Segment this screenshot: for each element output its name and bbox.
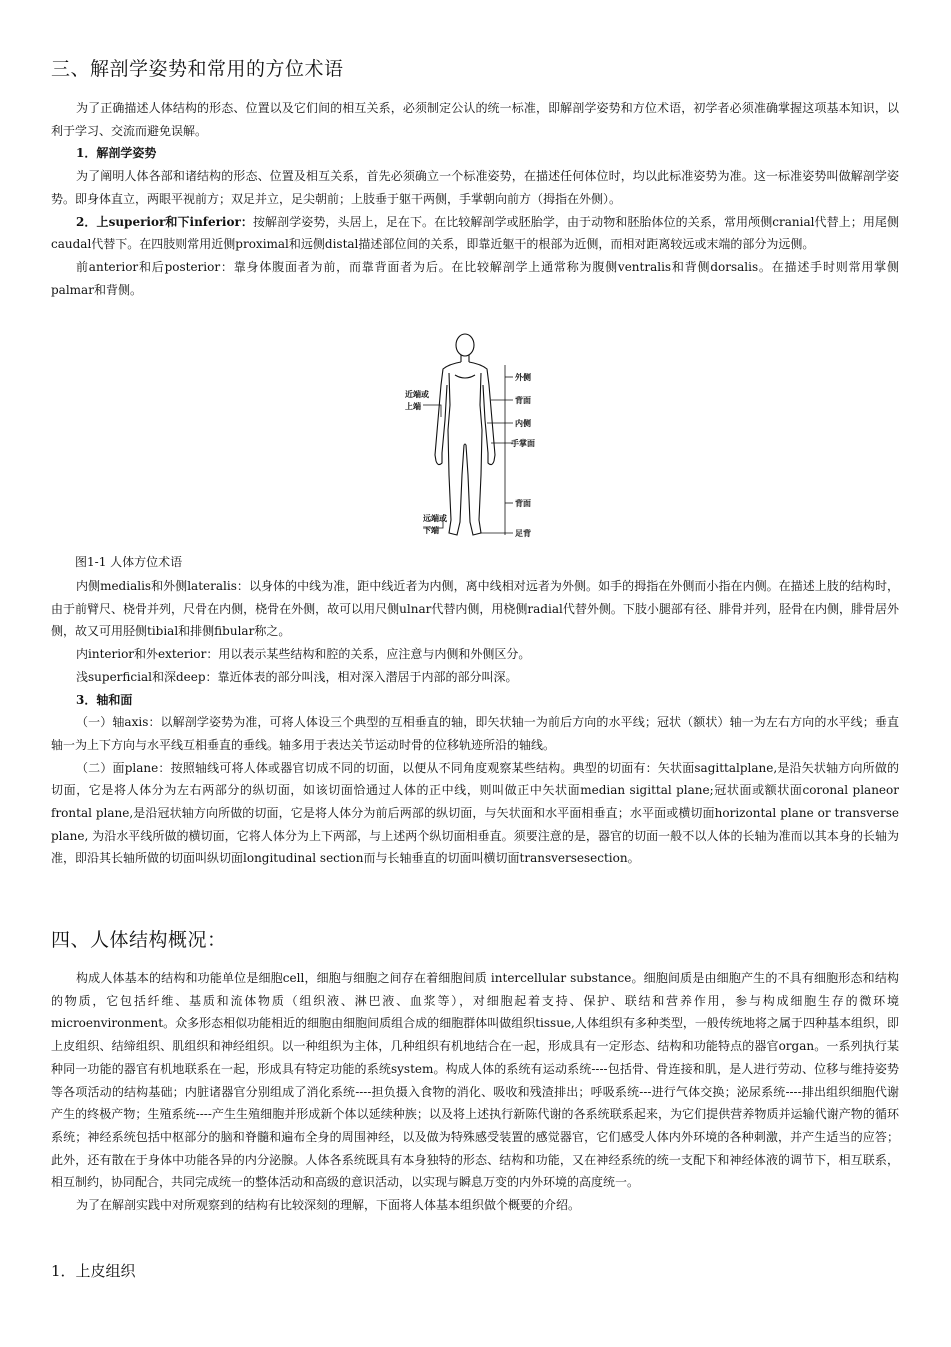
label-distal-2: 下端 — [423, 526, 439, 535]
figure-leader-lines — [423, 365, 513, 535]
human-body-outline — [435, 334, 495, 535]
label-back: 背面 — [515, 396, 531, 405]
body-orientation-figure — [405, 325, 547, 547]
anatomical-position-paragraph: 为了阐明人体各部和诸结构的形态、位置及相互关系，首先必须确立一个标准姿势，在描述任何体位时，均以此标准姿势为准。这一标准姿势叫做解剖学姿势。即身体直立，两眼平视前方；双足并立，足尖朝前；上肢垂于躯干两侧，手掌朝向前方（拇指在外侧）。 — [51, 169, 899, 206]
section-3-body-bottom — [51, 575, 899, 870]
section-3-heading: 三、解剖学姿势和常用的方位术语 — [51, 58, 344, 80]
plane-paragraph: （二）面plane：按照轴线可将人体或器官切成不同的切面，以便从不同角度观察某些结构。典型的切面有：矢状面sagittalplane,是沿矢状轴方向所做的切面，它是将人体分为左右两部分的纵切面，如该切面恰通过人体的正中线，则叫做正中矢状面median sigittal plane;冠状面或额状面coronal planeor frontal plane,是沿冠状轴方向所做的切面，它是将人体分为前后两部的纵切面，与矢状面和水平面相垂直；水平面或横切面horizontal plane or transverse plane, 为沿水平线所做的横切面，它将人体分为上下两部，与上述两个纵切面相垂直。须要注意的是，器官的切面一般不以人体的长轴为准而以其本身的长轴为准，即沿其长轴所做的切面叫纵切面longitudinal section而与长轴垂直的切面叫横切面transversesection。 — [51, 760, 899, 866]
superficial-deep-paragraph: 浅superficial和深deep：靠近体表的部分叫浅，相对深入潜居于内部的部分叫深。 — [76, 669, 518, 684]
section-4-heading: 四、人体结构概况： — [51, 929, 227, 951]
subheading-anatomical-position: 1．解剖学姿势 — [76, 146, 157, 161]
subheading-axes-planes: 3．轴和面 — [76, 692, 133, 707]
axis-paragraph: （一）轴axis：以解剖学姿势为准，可将人体设三个典型的互相垂直的轴，即矢状轴一为前后方向的水平线；冠状（额状）轴一为左右方向的水平线；垂直轴一为上下方向与水平线互相垂直的垂线。轴多用于表达关节运动时骨的位移轨迹所沿的轴线。 — [51, 715, 899, 752]
label-medial: 内侧 — [515, 419, 531, 428]
section-4-body — [51, 967, 899, 1217]
superior-inferior-lead: 2．上superior和下inferior： — [76, 214, 253, 229]
intro-paragraph: 为了正确描述人体结构的形态、位置以及它们间的相互关系，必须制定公认的统一标准，即解剖学姿势和方位术语，初学者必须准确掌握这项基本知识，以利于学习、交流而避免误解。 — [51, 101, 899, 138]
anterior-posterior-paragraph: 前anterior和后posterior：靠身体腹面者为前，而靠背面者为后。在比较解剖学上通常称为腹侧ventralis和背侧dorsalis。在描述手时则常用掌侧palmar和背侧。 — [51, 259, 899, 297]
label-dorsum-foot: 足背 — [515, 529, 531, 538]
label-proximal-2: 上端 — [405, 402, 421, 411]
label-lateral: 外侧 — [515, 373, 531, 382]
label-proximal-1: 近端或 — [405, 390, 429, 399]
medial-lateral-paragraph: 内侧medialis和外侧lateralis：以身体的中线为准，距中线近者为内侧，离中线相对远者为外侧。如手的拇指在外侧而小指在内侧。在描述上肢的结构时，由于前臂尺、桡骨并列，尺骨在内侧，桡骨在外侧，故可以用尺侧ulnar代替内侧，用桡侧radial代替外侧。下肢小腿部有径、腓骨并列，胫骨在内侧，腓骨居外侧，故又可用胫侧tibial和排侧fibular称之。 — [51, 579, 899, 639]
section-3-body-top — [51, 97, 899, 301]
label-palm: 手掌面 — [511, 439, 535, 448]
body-structure-paragraph: 构成人体基本的结构和功能单位是细胞cell，细胞与细胞之间存在着细胞间质 intercellular substance。细胞间质是由细胞产生的不具有细胞形态和结构的物质，它包括纤维、基质和流体物质（组织液、淋巴液、血浆等），对细胞起着支持、保护、联结和营养作用，参与构成细胞生存的微环境 microenvironment。众多形态相似功能相近的细胞由细胞间质组合成的细胞群体叫做组织tissue,人体组织有多种类型，一般传统地将之属于四种基本组织，即上皮组织、结缔组织、肌组织和神经组织。以一种组织为主体，几种组织有机地结合在一起，形成具有一定形态、结构和功能特点的器官organ。一系列执行某种同一功能的器官有机地联系在一起，形成具有特定功能的系统system。构成人体的系统有运动系统----包括骨、骨连接和肌，是人进行劳动、位移与维持姿势等各项活动的结构基础；内脏诸器官分别组成了消化系统----担负摄入食物的消化、吸收和残渣排出；呼吸系统---进行气体交换；泌尿系统----排出组织细胞代谢产生的终极产物；生殖系统----产生生殖细胞并形成新个体以延续种族；以及将上述执行新陈代谢的各系统联系起来，为它们提供营养物质并运输代谢产物的循环系统；神经系统包括中枢部分的脑和脊髓和遍布全身的周围神经，以及做为特殊感受装置的感觉器官，它们感受人体内外环境的各种刺激，并产生适当的应答；此外，还有散在于身体中功能各异的内分泌腺。人体各系统既具有本身独特的形态、结构和功能，又在神经系统的统一支配下和神经体液的调节下，相互联系，相互制约，协同配合，共同完成统一的整体活动和高级的意识活动，以实现与瞬息万变的内外环境的高度统一。 — [51, 971, 899, 1190]
epithelial-tissue-heading: 1．上皮组织 — [51, 1262, 136, 1280]
figure-caption: 图1-1 人体方位术语 — [75, 555, 183, 569]
superior-inferior-paragraph — [51, 211, 899, 256]
superior-inferior-text: 按解剖学姿势，头居上，足在下。在比较解剖学或胚胎学，由于动物和胚胎体位的关系，常用颅侧cranial代替上；用尾侧caudal代替下。在四肢则常用近侧proximal和远侧distal描述部位间的关系，即靠近躯干的根部为近侧，而相对距离较远或末端的部分为远侧。 — [51, 214, 899, 252]
label-dorsum-hand: 背面 — [515, 499, 531, 508]
label-distal-1: 远端或 — [423, 514, 447, 523]
interior-exterior-paragraph: 内interior和外exterior：用以表示某些结构和腔的关系，应注意与内侧和外侧区分。 — [76, 647, 531, 662]
tissue-intro-paragraph: 为了在解剖实践中对所观察到的结构有比较深刻的理解，下面将人体基本组织做个概要的介绍。 — [76, 1198, 581, 1213]
